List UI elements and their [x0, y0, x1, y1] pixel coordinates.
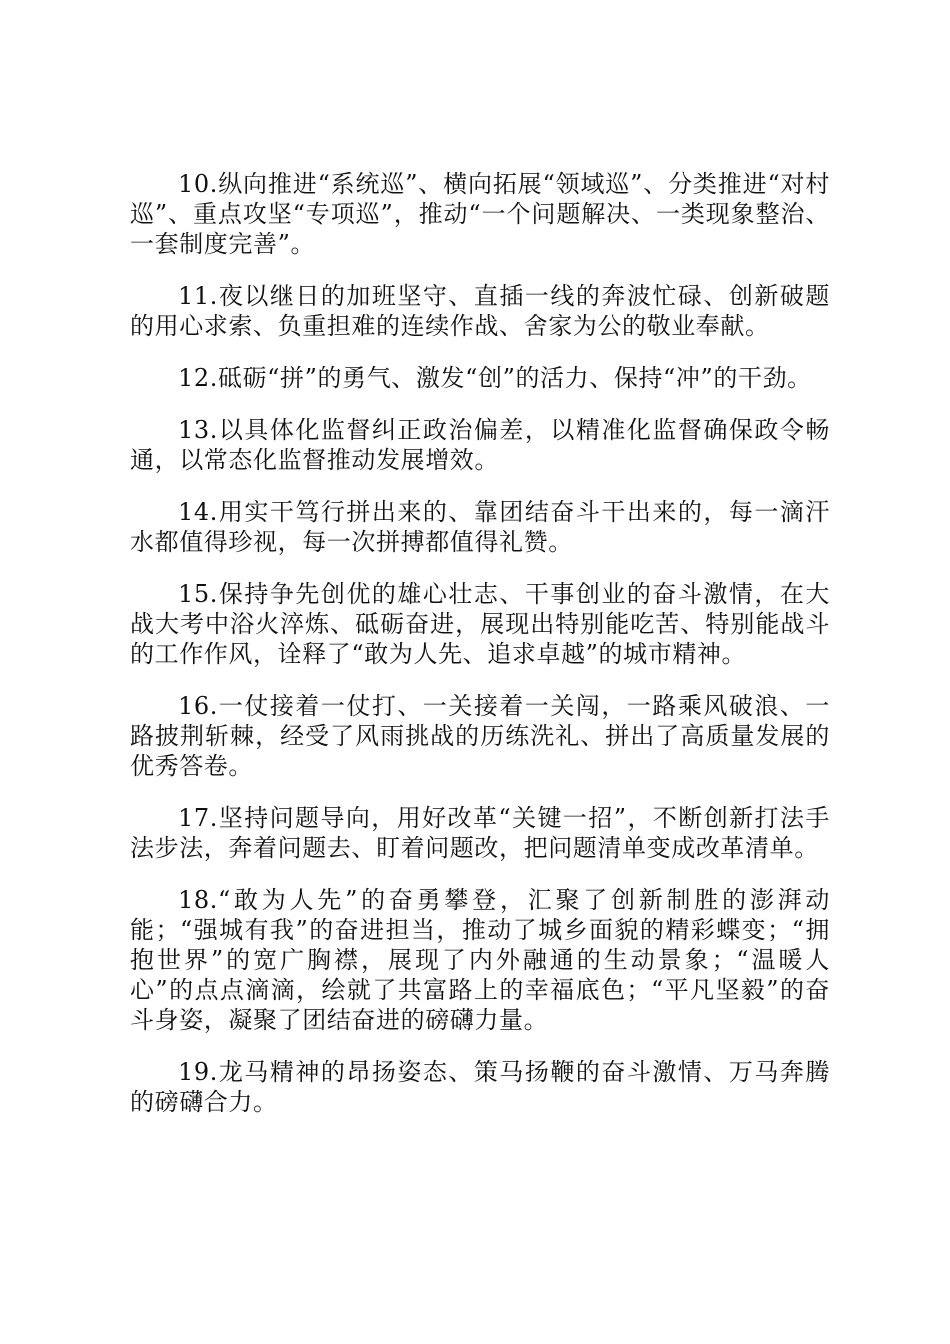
document-body [130, 169, 830, 1139]
paragraph-19: 19.龙马精神的昂扬姿态、策马扬鞭的奋斗激情、万马奔腾的磅礴合力。 [130, 1058, 830, 1116]
paragraph-10: 10.纵向推进“系统巡”、横向拓展“领域巡”、分类推进“对村巡”、重点攻坚“专项巡”，推动“一个问题解决、一类现象整治、一套制度完善”。 [130, 170, 830, 258]
paragraph-17: 17.坚持问题导向，用好改革“关键一招”，不断创新打法手法步法，奔着问题去、盯着问题改，把问题清单变成改革清单。 [130, 804, 830, 862]
paragraph-16: 16.一仗接着一仗打、一关接着一关闯，一路乘风破浪、一路披荆斩棘，经受了风雨挑战的历练洗礼、拼出了高质量发展的优秀答卷。 [130, 692, 830, 780]
paragraph-15: 15.保持争先创优的雄心壮志、干事创业的奋斗激情，在大战大考中浴火淬炼、砥砺奋进，展现出特别能吃苦、特别能战斗的工作作风，诠释了“敢为人先、追求卓越”的城市精神。 [130, 580, 830, 668]
paragraph-13: 13.以具体化监督纠正政治偏差，以精准化监督确保政令畅通，以常态化监督推动发展增效。 [130, 416, 830, 474]
paragraph-11: 11.夜以继日的加班坚守、直插一线的奔波忙碌、创新破题的用心求索、负重担难的连续作战、舍家为公的敬业奉献。 [130, 282, 830, 340]
paragraph-14: 14.用实干笃行拼出来的、靠团结奋斗干出来的，每一滴汗水都值得珍视，每一次拼搏都值得礼赞。 [130, 498, 830, 556]
paragraph-18: 18.“敢为人先”的奋勇攀登，汇聚了创新制胜的澎湃动能；“强城有我”的奋进担当，推动了城乡面貌的精彩蝶变；“拥抱世界”的宽广胸襟，展现了内外融通的生动景象；“温暖人心”的点点滴滴，绘就了共富路上的幸福底色；“平凡坚毅”的奋斗身姿，凝聚了团结奋进的磅礴力量。 [130, 886, 830, 1034]
paragraph-12: 12.砥砺“拼”的勇气、激发“创”的活力、保持“冲”的干劲。 [178, 364, 812, 392]
